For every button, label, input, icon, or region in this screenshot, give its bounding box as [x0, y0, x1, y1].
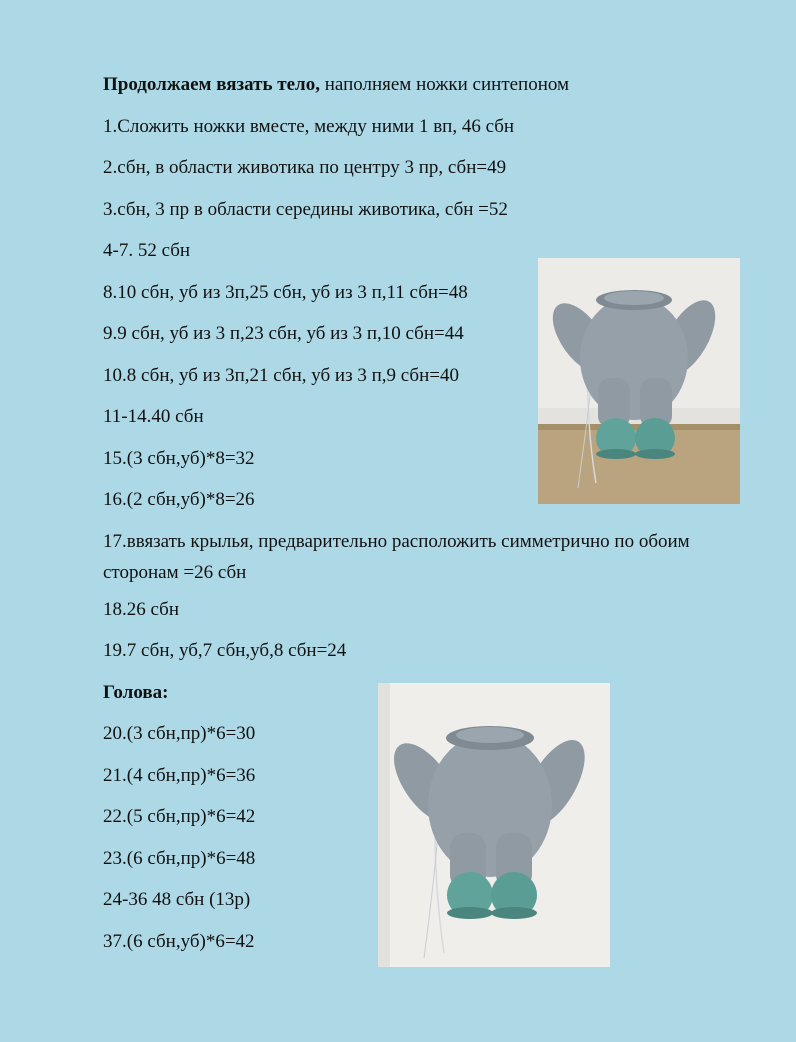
pattern-row: 20.(3 сбн,пр)*6=30 — [103, 723, 256, 744]
pattern-row: 2.сбн, в области животика по центру 3 пр, сбн=49 — [103, 157, 507, 178]
pattern-row: 37.(6 сбн,уб)*6=42 — [103, 931, 255, 952]
toy-body-photo-drawing — [538, 258, 740, 504]
toy-body-photo — [538, 258, 740, 504]
pattern-row: 11-14.40 сбн — [103, 406, 204, 427]
pattern-row: 19.7 сбн, уб,7 сбн,уб,8 сбн=24 — [103, 640, 347, 661]
head-section-title: Голова: — [103, 682, 169, 703]
toy-body-photo-2-drawing — [378, 683, 610, 967]
pattern-row: 23.(6 сбн,пр)*6=48 — [103, 848, 256, 869]
pattern-row: 8.10 сбн, уб из 3п,25 сбн, уб из 3 п,11 сбн=48 — [103, 282, 468, 303]
pattern-row: 3.сбн, 3 пр в области середины животика, сбн =52 — [103, 199, 508, 220]
pattern-row: 1.Сложить ножки вместе, между ними 1 вп, 46 сбн — [103, 116, 515, 137]
intro-bold-text: Продолжаем вязать тело, — [103, 74, 320, 95]
pattern-row: 16.(2 сбн,уб)*8=26 — [103, 489, 255, 510]
pattern-row: 22.(5 сбн,пр)*6=42 — [103, 806, 256, 827]
toy-body-photo-2 — [378, 683, 610, 967]
pattern-row: 4-7. 52 сбн — [103, 240, 191, 261]
pattern-row: 9.9 сбн, уб из 3 п,23 сбн, уб из 3 п,10 сбн=44 — [103, 323, 464, 344]
intro-rest-text: наполняем ножки синтепоном — [319, 74, 570, 95]
pattern-row: 10.8 сбн, уб из 3п,21 сбн, уб из 3 п,9 сбн=40 — [103, 365, 459, 386]
pattern-row: 15.(3 сбн,уб)*8=32 — [103, 448, 255, 469]
pattern-row: 18.26 сбн — [103, 599, 179, 620]
intro-line — [103, 74, 569, 96]
pattern-row-wings: 17.ввязать крылья, предварительно расположить симметрично по обоим сторонам =26 сбн — [103, 531, 690, 583]
pattern-row: 24-36 48 сбн (13р) — [103, 889, 251, 910]
pattern-row: 21.(4 сбн,пр)*6=36 — [103, 765, 256, 786]
